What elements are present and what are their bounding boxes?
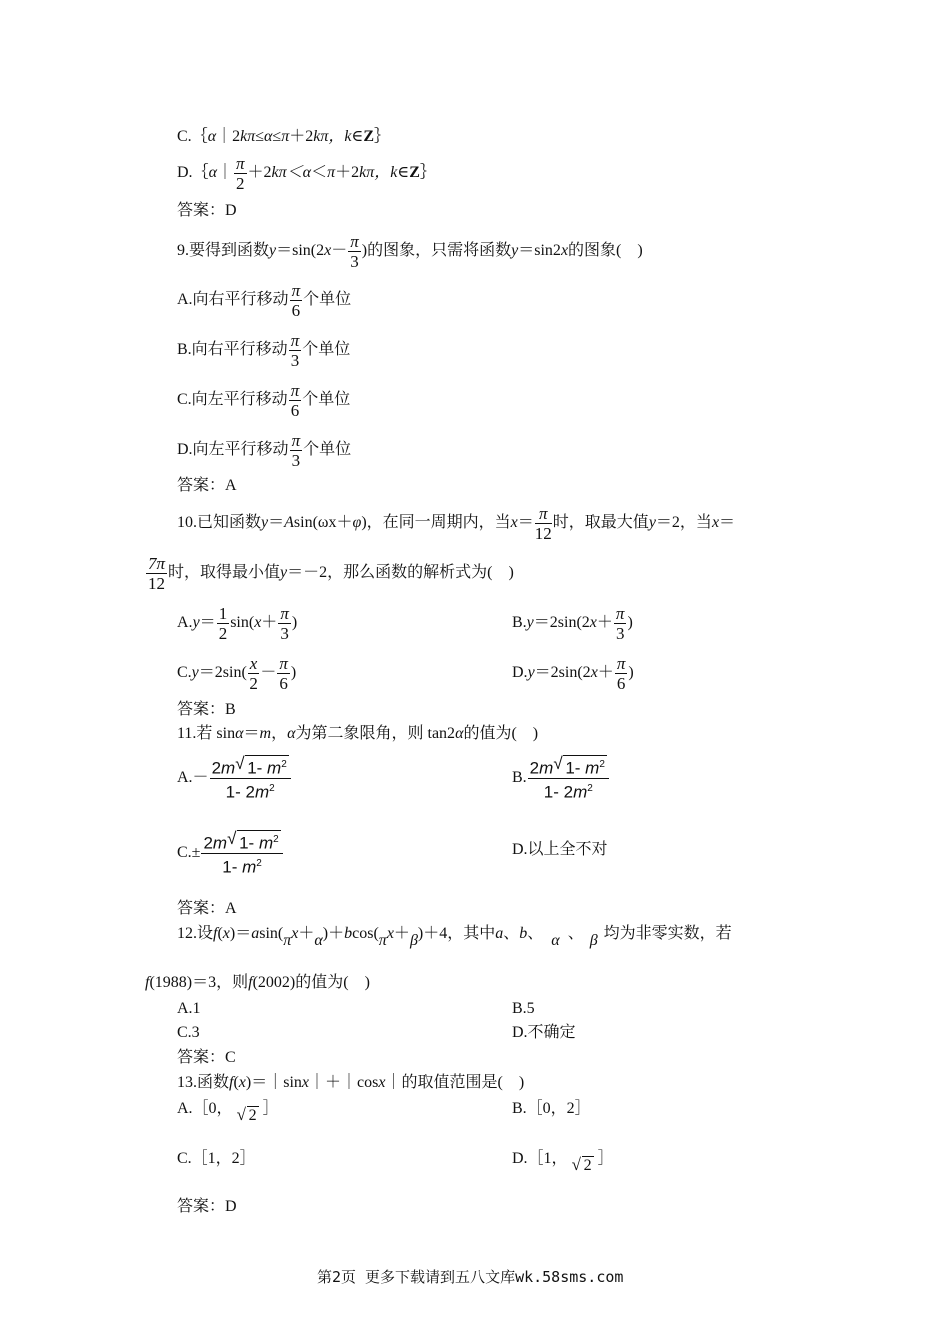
answer-11: 答案：A <box>177 900 237 917</box>
text: ｜ <box>216 164 233 181</box>
text: 13.函数 <box>177 1074 230 1091</box>
exponent: 2 <box>273 834 279 846</box>
set-z: Z <box>363 128 374 145</box>
numerator <box>210 755 291 779</box>
var-y: y <box>192 614 200 631</box>
text: C.｛ <box>177 128 208 145</box>
question-12 <box>177 924 732 949</box>
var-y: y <box>526 614 534 631</box>
text: )＝｜sin <box>245 1074 302 1091</box>
numerator: π <box>280 603 289 623</box>
text: ， <box>271 725 288 742</box>
exponent: 2 <box>256 857 262 869</box>
text: ］ <box>597 1150 614 1167</box>
numerator: π <box>535 504 552 524</box>
text: ＝ <box>199 614 216 631</box>
denominator: 2 <box>218 623 228 643</box>
fraction <box>201 830 282 876</box>
text: 个单位 <box>302 391 351 408</box>
text: － <box>260 664 277 681</box>
text: (1988)＝3，则 <box>149 974 249 991</box>
option-8d <box>177 150 436 196</box>
var-x: x <box>254 614 262 631</box>
var-m: m <box>539 758 554 778</box>
option-10b <box>512 600 633 646</box>
var-x: x <box>711 514 720 531</box>
radicand <box>245 755 289 778</box>
var-m: m <box>573 782 588 802</box>
radicand <box>563 755 607 778</box>
text: 1- <box>247 758 268 778</box>
fraction <box>290 431 303 470</box>
text: ＝sin2 <box>518 242 561 259</box>
denominator: 2 <box>236 173 245 193</box>
sqrt-icon <box>227 830 281 853</box>
text: ＋ <box>261 614 278 631</box>
text: ＋2 <box>247 164 272 181</box>
var-x: x <box>386 925 394 942</box>
var-x: x <box>378 1074 386 1091</box>
text: )的图象，只需将函数 <box>361 242 512 259</box>
alpha: α <box>264 128 273 145</box>
numerator: π <box>291 430 301 450</box>
text: ＝ <box>719 514 736 531</box>
text: ＋2 <box>289 128 314 145</box>
var-f: f <box>213 925 218 942</box>
numerator <box>201 830 282 854</box>
var-y: y <box>280 564 288 581</box>
denominator: 12 <box>148 573 166 593</box>
text: ＋2 <box>335 164 360 181</box>
fraction <box>278 604 291 643</box>
exponent: 2 <box>281 759 287 771</box>
text: ) <box>291 614 298 631</box>
text: 2 <box>203 833 213 853</box>
answer-12: 答案：C <box>177 1049 236 1066</box>
option-10a <box>177 600 297 646</box>
alpha: α <box>455 725 464 742</box>
text: － <box>331 242 348 259</box>
numerator: π <box>235 153 245 173</box>
denominator: 3 <box>350 251 359 271</box>
beta: β <box>589 932 598 949</box>
option-13c: C.［1，2］ <box>177 1150 256 1167</box>
numerator: π <box>291 280 301 300</box>
text: ＋ <box>596 614 613 631</box>
text: ＝－2，那么函数的解析式为( ) <box>287 564 514 581</box>
fraction <box>614 604 627 643</box>
alpha: α <box>551 932 560 949</box>
numerator: 7π <box>148 553 166 573</box>
denominator: 3 <box>291 450 301 470</box>
text: 1- 2 <box>225 782 255 802</box>
text: D. <box>512 664 528 681</box>
text: ≤ <box>272 128 282 145</box>
text: 时，取最大值 <box>552 514 649 531</box>
option-9d <box>177 427 351 473</box>
denominator: 2 <box>249 673 258 693</box>
question-10-cont <box>145 550 514 596</box>
text: 1- 2 <box>543 782 574 802</box>
text: ) <box>290 664 297 681</box>
text: (2002)的值为( ) <box>252 974 370 991</box>
text: )＋ <box>322 925 345 942</box>
numerator: π <box>290 330 300 350</box>
option-13b: B.［0，2］ <box>512 1100 591 1117</box>
var-m: m <box>585 758 600 778</box>
text: 12.设 <box>177 925 214 942</box>
numerator: π <box>616 653 626 673</box>
option-13a <box>177 1099 279 1124</box>
text: 2 <box>529 758 540 778</box>
text: ｜＋｜cos <box>309 1074 379 1091</box>
alpha: α <box>208 164 217 181</box>
var-k: k <box>240 128 248 145</box>
var-f: f <box>145 974 150 991</box>
text: ≤ <box>255 128 265 145</box>
option-12a: A.1 <box>177 1000 201 1017</box>
pi: π， <box>320 128 345 145</box>
question-11 <box>177 724 538 744</box>
numerator <box>528 755 609 779</box>
var-x: x <box>560 242 569 259</box>
text: A.向右平行移动 <box>177 291 289 308</box>
var-k: k <box>359 164 367 181</box>
var-y: y <box>511 242 519 259</box>
fraction <box>217 604 230 643</box>
text: cos( <box>352 925 379 942</box>
answer-10: 答案：B <box>177 701 236 718</box>
denominator: 3 <box>615 623 625 643</box>
exponent: 2 <box>269 782 275 794</box>
text: D.｛ <box>177 164 209 181</box>
fraction <box>289 381 302 420</box>
option-10c <box>177 650 296 696</box>
text: 11.若 sin <box>177 725 236 742</box>
text: C. <box>177 664 192 681</box>
option-9c <box>177 377 350 423</box>
text: B. <box>512 614 527 631</box>
denominator: 3 <box>290 350 300 370</box>
alpha: α <box>302 164 312 181</box>
sqrt-icon <box>237 1106 259 1126</box>
text: A.－ <box>177 769 209 786</box>
pi: π <box>281 128 290 145</box>
text: sin( <box>259 925 284 942</box>
text: D.［1， <box>512 1150 568 1167</box>
text: B. <box>512 769 527 786</box>
option-11b <box>512 755 610 801</box>
numerator: π <box>350 231 359 251</box>
text: 均为非零实数，若 <box>603 925 732 942</box>
fraction <box>615 654 628 693</box>
var-x: x <box>510 514 518 531</box>
option-9b <box>177 327 350 373</box>
fraction <box>535 504 552 543</box>
fraction <box>277 654 290 693</box>
text: ( <box>217 925 223 942</box>
denominator: 6 <box>616 673 626 693</box>
text: 为第二象限角，则 tan2 <box>295 725 456 742</box>
question-9 <box>177 228 643 274</box>
denominator: 12 <box>534 523 552 543</box>
phi: φ <box>352 514 362 531</box>
text: ＜ <box>311 164 328 181</box>
text: ＝ <box>268 514 285 531</box>
option-12b: B.5 <box>512 1000 535 1017</box>
set-z: Z <box>409 164 420 181</box>
text: ｝ <box>374 128 391 145</box>
var-k: k <box>313 128 321 145</box>
text: 、 <box>567 925 584 942</box>
var-m: m <box>212 833 228 853</box>
exponent: 2 <box>587 782 593 794</box>
text: 个单位 <box>302 341 351 358</box>
var-y: y <box>191 664 199 681</box>
fraction <box>528 755 609 801</box>
var-m: m <box>221 758 236 778</box>
var-k: k <box>390 164 398 181</box>
text: ＝2，当 <box>655 514 712 531</box>
text: )＋4，其中 <box>417 925 496 942</box>
beta: β <box>409 932 418 949</box>
fraction <box>348 232 361 271</box>
pi: π <box>378 932 387 949</box>
denominator: 6 <box>291 300 301 320</box>
text: ＝ <box>243 725 260 742</box>
var-x: x <box>590 664 598 681</box>
denominator <box>210 779 291 802</box>
text: 的图象( ) <box>568 242 643 259</box>
var-b: b <box>344 925 353 942</box>
text: C.向左平行移动 <box>177 391 288 408</box>
alpha: α <box>207 128 217 145</box>
var-k: k <box>344 128 352 145</box>
denominator: 6 <box>290 400 300 420</box>
var-a: a <box>251 925 260 942</box>
var-x: x <box>291 925 299 942</box>
numerator: x <box>249 653 258 673</box>
text: ( <box>233 1074 239 1091</box>
sqrt-icon <box>553 755 607 778</box>
text: B.向右平行移动 <box>177 341 288 358</box>
var-x: x <box>238 1074 246 1091</box>
var-a: A <box>284 514 294 531</box>
fraction <box>290 281 303 320</box>
var-x: x <box>589 614 597 631</box>
text: π＜ <box>278 164 303 181</box>
var-m: m <box>242 857 257 877</box>
fraction <box>210 755 291 801</box>
fraction <box>146 554 167 593</box>
var-y: y <box>269 242 277 259</box>
text: sin( <box>230 614 255 631</box>
sqrt-icon <box>235 755 289 778</box>
var-y: y <box>648 514 656 531</box>
pi: π <box>327 164 336 181</box>
text: sin(ωx＋ <box>293 514 353 531</box>
text: ) <box>628 664 634 681</box>
text: 1- <box>565 758 586 778</box>
radicand: 2 <box>583 1157 592 1174</box>
question-13 <box>177 1073 524 1093</box>
text: ∈ <box>351 128 364 145</box>
question-10 <box>177 500 735 546</box>
text: A. <box>177 614 193 631</box>
option-12d: D.不确定 <box>512 1024 576 1041</box>
text: 2 <box>211 758 222 778</box>
var-m: m <box>267 758 282 778</box>
text: 、 <box>503 925 520 942</box>
text: 9.要得到函数 <box>177 242 270 259</box>
answer-9: 答案：A <box>177 477 237 494</box>
answer-13: 答案：D <box>177 1198 237 1215</box>
denominator: 6 <box>279 673 288 693</box>
text: 1- <box>239 833 259 853</box>
text: C.± <box>177 844 201 861</box>
text: ｜2 <box>216 128 241 145</box>
numerator: π <box>615 603 625 623</box>
numerator: π <box>279 653 288 673</box>
option-11a <box>177 755 292 801</box>
text: 10.已知函数 <box>177 514 262 531</box>
var-m: m <box>259 725 272 742</box>
text: 、 <box>527 925 544 942</box>
fraction <box>289 331 302 370</box>
sqrt-icon <box>572 1156 594 1176</box>
var-k: k <box>271 164 279 181</box>
option-11c <box>177 830 284 876</box>
text: ＝2sin(2 <box>534 664 591 681</box>
var-x: x <box>222 925 230 942</box>
text: ) <box>627 614 633 631</box>
text: ］ <box>262 1100 279 1117</box>
text: D.向左平行移动 <box>177 441 289 458</box>
var-x: x <box>324 242 332 259</box>
numerator: 1 <box>218 603 228 623</box>
text: 的值为( ) <box>463 725 539 742</box>
text: A.［0， <box>177 1100 233 1117</box>
var-f: f <box>229 1074 234 1091</box>
text: ∈ <box>397 164 410 181</box>
answer-8: 答案：D <box>177 202 237 219</box>
page-footer: 第2页 更多下载请到五八文库wk.58sms.com <box>317 1268 624 1286</box>
numerator: π <box>290 380 300 400</box>
var-a: a <box>495 925 504 942</box>
text: ＋ <box>298 925 315 942</box>
alpha: α <box>314 932 323 949</box>
exponent: 2 <box>599 759 605 771</box>
denominator <box>201 854 282 877</box>
var-x: x <box>301 1074 310 1091</box>
fraction <box>248 654 260 693</box>
radicand: 2 <box>248 1107 257 1124</box>
pi: π， <box>366 164 391 181</box>
text: 时，取得最小值 <box>168 564 281 581</box>
pi: π <box>247 128 256 145</box>
text: ｜的取值范围是( ) <box>385 1074 525 1091</box>
var-y: y <box>527 664 535 681</box>
pi: π <box>283 932 292 949</box>
text: ＝sin(2 <box>276 242 325 259</box>
var-y: y <box>261 514 269 531</box>
text: ＝2sin(2 <box>533 614 590 631</box>
text: ＝2sin( <box>198 664 247 681</box>
denominator <box>528 779 609 802</box>
text: 个单位 <box>303 441 352 458</box>
question-12-cont <box>145 973 370 993</box>
text: )＝ <box>229 925 252 942</box>
alpha: α <box>287 725 296 742</box>
denominator: 3 <box>280 623 289 643</box>
text: ｝ <box>419 164 436 181</box>
var-m: m <box>254 782 270 802</box>
option-12c: C.3 <box>177 1024 200 1041</box>
option-10d <box>512 650 634 696</box>
text: ＝ <box>517 514 534 531</box>
option-8c <box>177 127 390 147</box>
radicand <box>237 830 281 853</box>
fraction <box>234 154 247 193</box>
text: ＋ <box>393 925 410 942</box>
option-11d: D.以上全不对 <box>512 841 608 858</box>
text: 1- <box>222 857 243 877</box>
var-m: m <box>258 833 274 853</box>
option-9a <box>177 277 351 323</box>
text: 个单位 <box>303 291 352 308</box>
var-f: f <box>248 974 253 991</box>
text: )，在同一周期内，当 <box>361 514 511 531</box>
text: ＋ <box>597 664 614 681</box>
option-13d <box>512 1149 614 1174</box>
var-b: b <box>519 925 528 942</box>
alpha: α <box>235 725 244 742</box>
